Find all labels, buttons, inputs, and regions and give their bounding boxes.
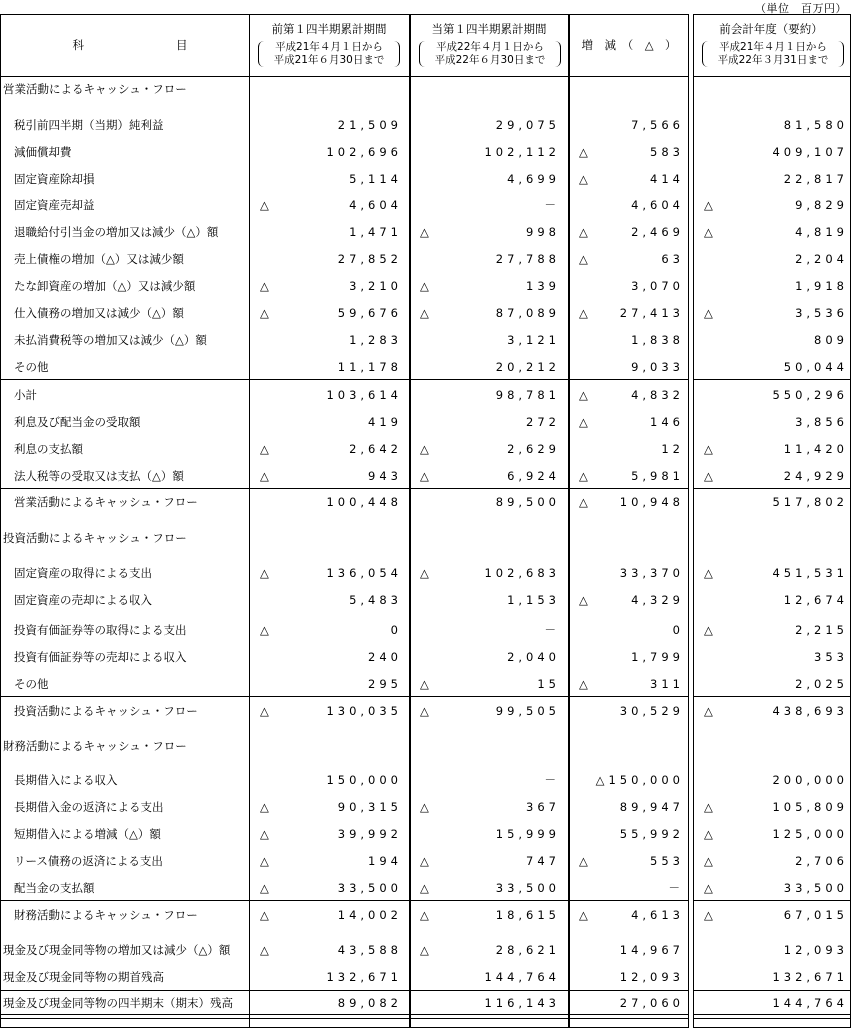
row-label: 現金及び現金同等物の四半期末（期末）残高: [3, 996, 233, 1010]
grid-line: [850, 14, 851, 1028]
value-year: 1,918: [795, 279, 848, 293]
value-prev: 33,500: [337, 881, 402, 895]
value-year: 22,817: [783, 172, 848, 186]
value-curr: 15: [537, 677, 560, 691]
value-diff: 0: [672, 623, 684, 637]
value-diff: 27,060: [619, 996, 684, 1010]
value-prev: 102,696: [326, 145, 402, 159]
value-curr: 98,781: [495, 388, 560, 402]
value-diff: 30,529: [619, 704, 684, 718]
row-label: 利息の支払額: [14, 442, 83, 456]
value-year: 3,856: [795, 415, 848, 429]
row-label: 仕入債務の増加又は減少（△）額: [14, 306, 184, 320]
value-prev: 89,082: [337, 996, 402, 1010]
section-title: 投資活動によるキャッシュ・フロー: [3, 531, 187, 545]
negative-mark: △: [704, 469, 713, 483]
value-year: 67,015: [783, 908, 848, 922]
negative-mark: △: [260, 881, 269, 895]
value-prev: 11,178: [337, 360, 402, 374]
value-prev: 39,992: [337, 827, 402, 841]
header-year-range-from: 平成21年４月１日から: [719, 41, 827, 53]
header-curr-range-from: 平成22年４月１日から: [436, 41, 544, 53]
value-diff: 12: [661, 442, 684, 456]
negative-mark: △: [420, 854, 429, 868]
negative-mark: △: [260, 943, 269, 957]
grid-line: [0, 1014, 688, 1015]
row-label: 未払消費税等の増加又は減少（△）額: [14, 333, 207, 347]
value-curr: 116,143: [484, 996, 560, 1010]
value-diff: 63: [661, 252, 684, 266]
value-curr: 102,112: [484, 145, 560, 159]
value-curr: 15,999: [495, 827, 560, 841]
grid-line: [0, 14, 1, 1028]
grid-line: [0, 696, 688, 697]
value-year: 2,025: [795, 677, 848, 691]
value-diff: 27,413: [619, 306, 684, 320]
value-curr: 89,500: [495, 495, 560, 509]
grid-line: [0, 14, 688, 15]
value-prev: 194: [368, 854, 402, 868]
grid-line: [409, 14, 411, 1028]
negative-mark: △: [260, 704, 269, 718]
value-curr: 2,629: [507, 442, 560, 456]
value-prev: 943: [368, 469, 402, 483]
negative-mark: △: [260, 442, 269, 456]
row-label: 税引前四半期（当期）純利益: [14, 118, 164, 132]
value-prev: 0: [390, 623, 402, 637]
value-prev: 90,315: [337, 800, 402, 814]
value-prev: 59,676: [337, 306, 402, 320]
negative-mark: △: [704, 800, 713, 814]
grid-line: [0, 488, 688, 489]
value-year: 438,693: [772, 704, 848, 718]
negative-mark: △: [579, 415, 588, 429]
value-diff: 10,948: [619, 495, 684, 509]
value-diff: △150,000: [595, 773, 684, 787]
value-curr: 102,683: [484, 566, 560, 580]
value-diff: 12,093: [619, 970, 684, 984]
row-label: 利息及び配当金の受取額: [14, 415, 141, 429]
value-year: 409,107: [772, 145, 848, 159]
negative-mark: △: [579, 225, 588, 239]
row-label: たな卸資産の増加（△）又は減少額: [14, 279, 196, 293]
row-label: 固定資産売却益: [14, 198, 95, 212]
row-label: 短期借入による増減（△）額: [14, 827, 161, 841]
grid-line: [693, 1027, 850, 1028]
row-label: 固定資産除却損: [14, 172, 95, 186]
negative-mark: △: [704, 623, 713, 637]
value-diff: 4,832: [631, 388, 684, 402]
negative-mark: △: [579, 908, 588, 922]
header-prev-year: 前会計年度（要約）: [719, 22, 823, 36]
value-diff: －: [668, 881, 684, 895]
value-year: 2,706: [795, 854, 848, 868]
value-prev: 100,448: [326, 495, 402, 509]
value-prev: 5,483: [349, 593, 402, 607]
negative-mark: △: [579, 593, 588, 607]
grid-line: [693, 488, 850, 489]
negative-mark: △: [420, 704, 429, 718]
value-diff: 33,370: [619, 566, 684, 580]
negative-mark: △: [579, 677, 588, 691]
header-year-range: [702, 41, 844, 67]
value-curr: 998: [526, 225, 560, 239]
value-prev: 130,035: [326, 704, 402, 718]
value-year: 81,580: [783, 118, 848, 132]
value-year: 105,809: [772, 800, 848, 814]
grid-line: [693, 76, 850, 77]
row-label: 現金及び現金同等物の期首残高: [3, 970, 164, 984]
value-diff: 2,469: [631, 225, 684, 239]
value-curr: 2,040: [507, 650, 560, 664]
value-year: 2,215: [795, 623, 848, 637]
row-label: 小計: [14, 388, 37, 402]
negative-mark: △: [704, 306, 713, 320]
header-prev-range-to: 平成21年６月30日まで: [273, 54, 385, 66]
negative-mark: △: [260, 279, 269, 293]
value-diff: 414: [650, 172, 684, 186]
negative-mark: △: [420, 881, 429, 895]
value-year: 9,829: [795, 198, 848, 212]
grid-line: [0, 990, 688, 991]
value-prev: 240: [368, 650, 402, 664]
negative-mark: △: [704, 566, 713, 580]
row-label: 固定資産の取得による支出: [14, 566, 152, 580]
value-prev: 2,642: [349, 442, 402, 456]
negative-mark: △: [704, 854, 713, 868]
value-year: 12,674: [783, 593, 848, 607]
value-year: 809: [814, 333, 848, 347]
grid-line: [249, 14, 250, 1028]
negative-mark: △: [420, 566, 429, 580]
unit-label: （単位 百万円）: [755, 2, 847, 15]
negative-mark: △: [579, 469, 588, 483]
negative-mark: △: [704, 704, 713, 718]
value-year: 4,819: [795, 225, 848, 239]
grid-line: [693, 379, 850, 380]
row-label: 営業活動によるキャッシュ・フロー: [14, 495, 198, 509]
row-label: リース債務の返済による支出: [14, 854, 163, 868]
value-year: 24,929: [783, 469, 848, 483]
value-prev: 295: [368, 677, 402, 691]
row-label: 投資有価証券等の取得による支出: [14, 623, 187, 637]
row-label: 固定資産の売却による収入: [14, 593, 152, 607]
value-curr: 87,089: [495, 306, 560, 320]
negative-mark: △: [704, 198, 713, 212]
value-year: 451,531: [772, 566, 848, 580]
negative-mark: △: [260, 827, 269, 841]
negative-mark: △: [704, 225, 713, 239]
header-diff: 増 減 （ △ ）: [581, 38, 677, 52]
value-year: 144,764: [772, 996, 848, 1010]
row-label: 投資有価証券等の売却による収入: [14, 650, 187, 664]
row-label: 配当金の支払額: [14, 881, 95, 895]
value-diff: 5,981: [631, 469, 684, 483]
negative-mark: △: [704, 881, 713, 895]
header-prev-range: [258, 41, 400, 67]
value-year: 12,093: [783, 943, 848, 957]
header-curr-range: [419, 41, 561, 67]
negative-mark: △: [260, 306, 269, 320]
value-year: 200,000: [772, 773, 848, 787]
header-prev-period: 前第１四半期累計期間: [271, 22, 387, 36]
negative-mark: △: [579, 495, 588, 509]
negative-mark: △: [420, 908, 429, 922]
section-title: 財務活動によるキャッシュ・フロー: [3, 739, 187, 753]
grid-line: [0, 900, 688, 901]
value-year: 3,536: [795, 306, 848, 320]
value-prev: 419: [368, 415, 402, 429]
grid-line: [693, 1018, 850, 1019]
value-year: 550,296: [772, 388, 848, 402]
value-diff: 7,566: [631, 118, 684, 132]
row-label: 投資活動によるキャッシュ・フロー: [14, 704, 198, 718]
value-prev: 150,000: [326, 773, 402, 787]
grid-line: [0, 1018, 688, 1019]
row-label: 財務活動によるキャッシュ・フロー: [14, 908, 198, 922]
value-prev: 1,471: [349, 225, 402, 239]
header-prev-range-from: 平成21年４月１日から: [275, 41, 383, 53]
value-prev: 21,509: [337, 118, 402, 132]
value-prev: 5,114: [349, 172, 402, 186]
value-diff: 4,604: [631, 198, 684, 212]
section-title: 営業活動によるキャッシュ・フロー: [3, 82, 187, 96]
value-prev: 1,283: [349, 333, 402, 347]
row-label: その他: [14, 360, 49, 374]
negative-mark: △: [420, 225, 429, 239]
negative-mark: △: [704, 908, 713, 922]
grid-line: [693, 900, 850, 901]
header-curr-range-to: 平成22年６月30日まで: [434, 54, 546, 66]
negative-mark: △: [704, 827, 713, 841]
value-prev: 132,671: [326, 970, 402, 984]
value-year: 33,500: [783, 881, 848, 895]
value-curr: 4,699: [507, 172, 560, 186]
row-label: 減価償却費: [14, 145, 72, 159]
value-diff: 55,992: [619, 827, 684, 841]
value-curr: －: [544, 623, 560, 637]
header-curr-period: 当第１四半期累計期間: [431, 22, 547, 36]
grid-line: [0, 379, 688, 380]
value-curr: 1,153: [507, 593, 560, 607]
value-curr: 747: [526, 854, 560, 868]
value-diff: 9,033: [631, 360, 684, 374]
value-curr: －: [544, 198, 560, 212]
negative-mark: △: [260, 908, 269, 922]
grid-line: [693, 1014, 850, 1015]
value-year: 11,420: [783, 442, 848, 456]
row-label: 長期借入金の返済による支出: [14, 800, 164, 814]
value-diff: 1,838: [631, 333, 684, 347]
value-prev: 103,614: [326, 388, 402, 402]
value-prev: 27,852: [337, 252, 402, 266]
negative-mark: △: [579, 172, 588, 186]
row-label: 長期借入による収入: [14, 773, 118, 787]
negative-mark: △: [260, 198, 269, 212]
value-diff: 146: [650, 415, 684, 429]
row-label: 法人税等の受取又は支払（△）額: [14, 469, 184, 483]
value-curr: 6,924: [507, 469, 560, 483]
negative-mark: △: [704, 442, 713, 456]
value-year: 517,802: [772, 495, 848, 509]
grid-line: [0, 76, 688, 77]
value-year: 2,204: [795, 252, 848, 266]
value-diff: 14,967: [619, 943, 684, 957]
value-prev: 136,054: [326, 566, 402, 580]
row-label: 売上債権の増加（△）又は減少額: [14, 252, 184, 266]
value-curr: 3,121: [507, 333, 560, 347]
negative-mark: △: [260, 566, 269, 580]
grid-line: [568, 14, 570, 1028]
row-label: 退職給付引当金の増加又は減少（△）額: [14, 225, 219, 239]
value-curr: 27,788: [495, 252, 560, 266]
value-prev: 4,604: [349, 198, 402, 212]
negative-mark: △: [579, 145, 588, 159]
value-year: 132,671: [772, 970, 848, 984]
grid-line: [688, 14, 689, 1028]
value-year: 50,044: [783, 360, 848, 374]
negative-mark: △: [420, 442, 429, 456]
grid-line: [693, 696, 850, 697]
value-curr: 99,505: [495, 704, 560, 718]
value-diff: 4,329: [631, 593, 684, 607]
value-diff: 89,947: [619, 800, 684, 814]
grid-line: [0, 1027, 688, 1028]
value-curr: 367: [526, 800, 560, 814]
header-year-range-to: 平成22年３月31日まで: [717, 54, 829, 66]
negative-mark: △: [579, 306, 588, 320]
negative-mark: △: [579, 388, 588, 402]
negative-mark: △: [579, 854, 588, 868]
value-curr: 20,212: [495, 360, 560, 374]
negative-mark: △: [420, 800, 429, 814]
value-diff: 553: [650, 854, 684, 868]
value-year: 353: [814, 650, 848, 664]
value-diff: 4,613: [631, 908, 684, 922]
value-diff: 1,799: [631, 650, 684, 664]
negative-mark: △: [260, 623, 269, 637]
negative-mark: △: [420, 279, 429, 293]
value-year: 125,000: [772, 827, 848, 841]
value-curr: －: [544, 773, 560, 787]
row-label: その他: [14, 677, 49, 691]
value-prev: 3,210: [349, 279, 402, 293]
value-curr: 144,764: [484, 970, 560, 984]
row-label: 現金及び現金同等物の増加又は減少（△）額: [3, 943, 231, 957]
grid-line: [693, 14, 694, 1028]
negative-mark: △: [420, 943, 429, 957]
value-curr: 28,621: [495, 943, 560, 957]
negative-mark: △: [260, 854, 269, 868]
grid-line: [693, 14, 850, 15]
negative-mark: △: [420, 677, 429, 691]
value-diff: 3,070: [631, 279, 684, 293]
value-curr: 33,500: [495, 881, 560, 895]
grid-line: [693, 990, 850, 991]
value-prev: 14,002: [337, 908, 402, 922]
negative-mark: △: [260, 800, 269, 814]
negative-mark: △: [420, 306, 429, 320]
value-curr: 272: [526, 415, 560, 429]
value-prev: 43,588: [337, 943, 402, 957]
negative-mark: △: [579, 252, 588, 266]
value-curr: 18,615: [495, 908, 560, 922]
negative-mark: △: [420, 469, 429, 483]
negative-mark: △: [260, 469, 269, 483]
value-curr: 29,075: [495, 118, 560, 132]
value-curr: 139: [526, 279, 560, 293]
value-diff: 583: [650, 145, 684, 159]
value-diff: 311: [650, 677, 684, 691]
header-subject: 科 目: [72, 38, 188, 52]
